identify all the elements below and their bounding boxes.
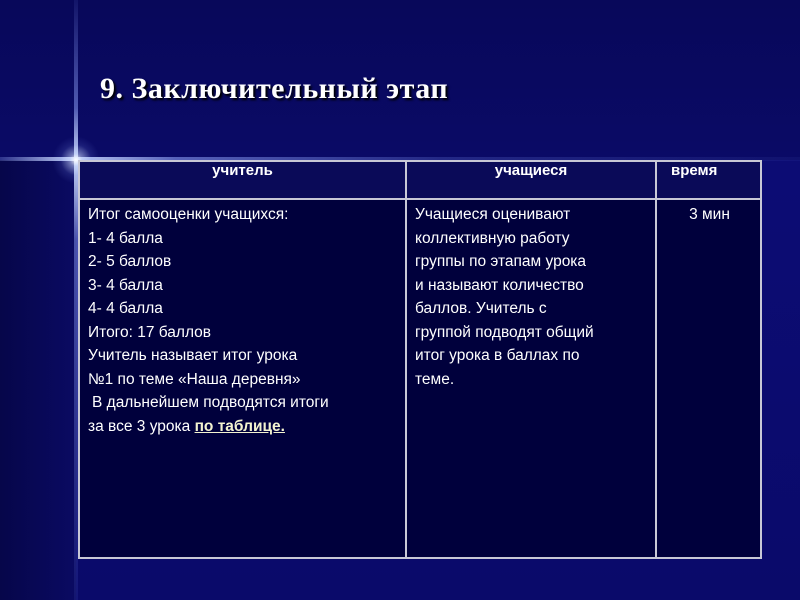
students-line: группой подводят общий bbox=[415, 323, 594, 341]
left-band bbox=[0, 160, 76, 600]
header-teacher: учитель bbox=[79, 161, 406, 199]
time-cell bbox=[656, 199, 761, 558]
time-value: 3 мин bbox=[689, 206, 730, 223]
header-time: время bbox=[656, 161, 761, 199]
students-line: коллективную работу bbox=[415, 229, 570, 247]
students-line: группы по этапам урока bbox=[415, 253, 587, 270]
teacher-line: 4- 4 балла bbox=[88, 300, 163, 317]
students-line: теме. bbox=[415, 370, 455, 388]
table-header-row bbox=[79, 161, 761, 199]
teacher-line-last bbox=[88, 415, 399, 439]
students-line: Учащиеся оценивают bbox=[415, 206, 571, 223]
students-line: итог урока в баллах по bbox=[415, 347, 580, 364]
teacher-line: 3- 4 балла bbox=[88, 276, 163, 294]
students-cell bbox=[406, 199, 656, 558]
slide-title: 9. Заключительный этап bbox=[100, 72, 449, 105]
teacher-cell bbox=[79, 199, 406, 558]
teacher-line: В дальнейшем подводятся итоги bbox=[92, 394, 329, 411]
teacher-line: 1- 4 балла bbox=[88, 229, 163, 247]
table-row bbox=[79, 199, 761, 558]
teacher-line: №1 по теме «Наша деревня» bbox=[88, 370, 301, 388]
teacher-line-prefix: за все 3 урока bbox=[88, 417, 195, 435]
students-line: и называют количество bbox=[415, 276, 584, 294]
teacher-line: Итого: 17 баллов bbox=[88, 323, 212, 341]
teacher-line: Учитель называет итог урока bbox=[88, 347, 298, 364]
students-line: баллов. Учитель с bbox=[415, 300, 547, 317]
teacher-line: 2- 5 баллов bbox=[88, 253, 172, 270]
header-students: учащиеся bbox=[406, 161, 656, 199]
teacher-line: Итог самооценки учащихся: bbox=[88, 206, 289, 223]
table-link[interactable]: по таблице. bbox=[194, 417, 285, 435]
summary-table bbox=[78, 160, 762, 559]
